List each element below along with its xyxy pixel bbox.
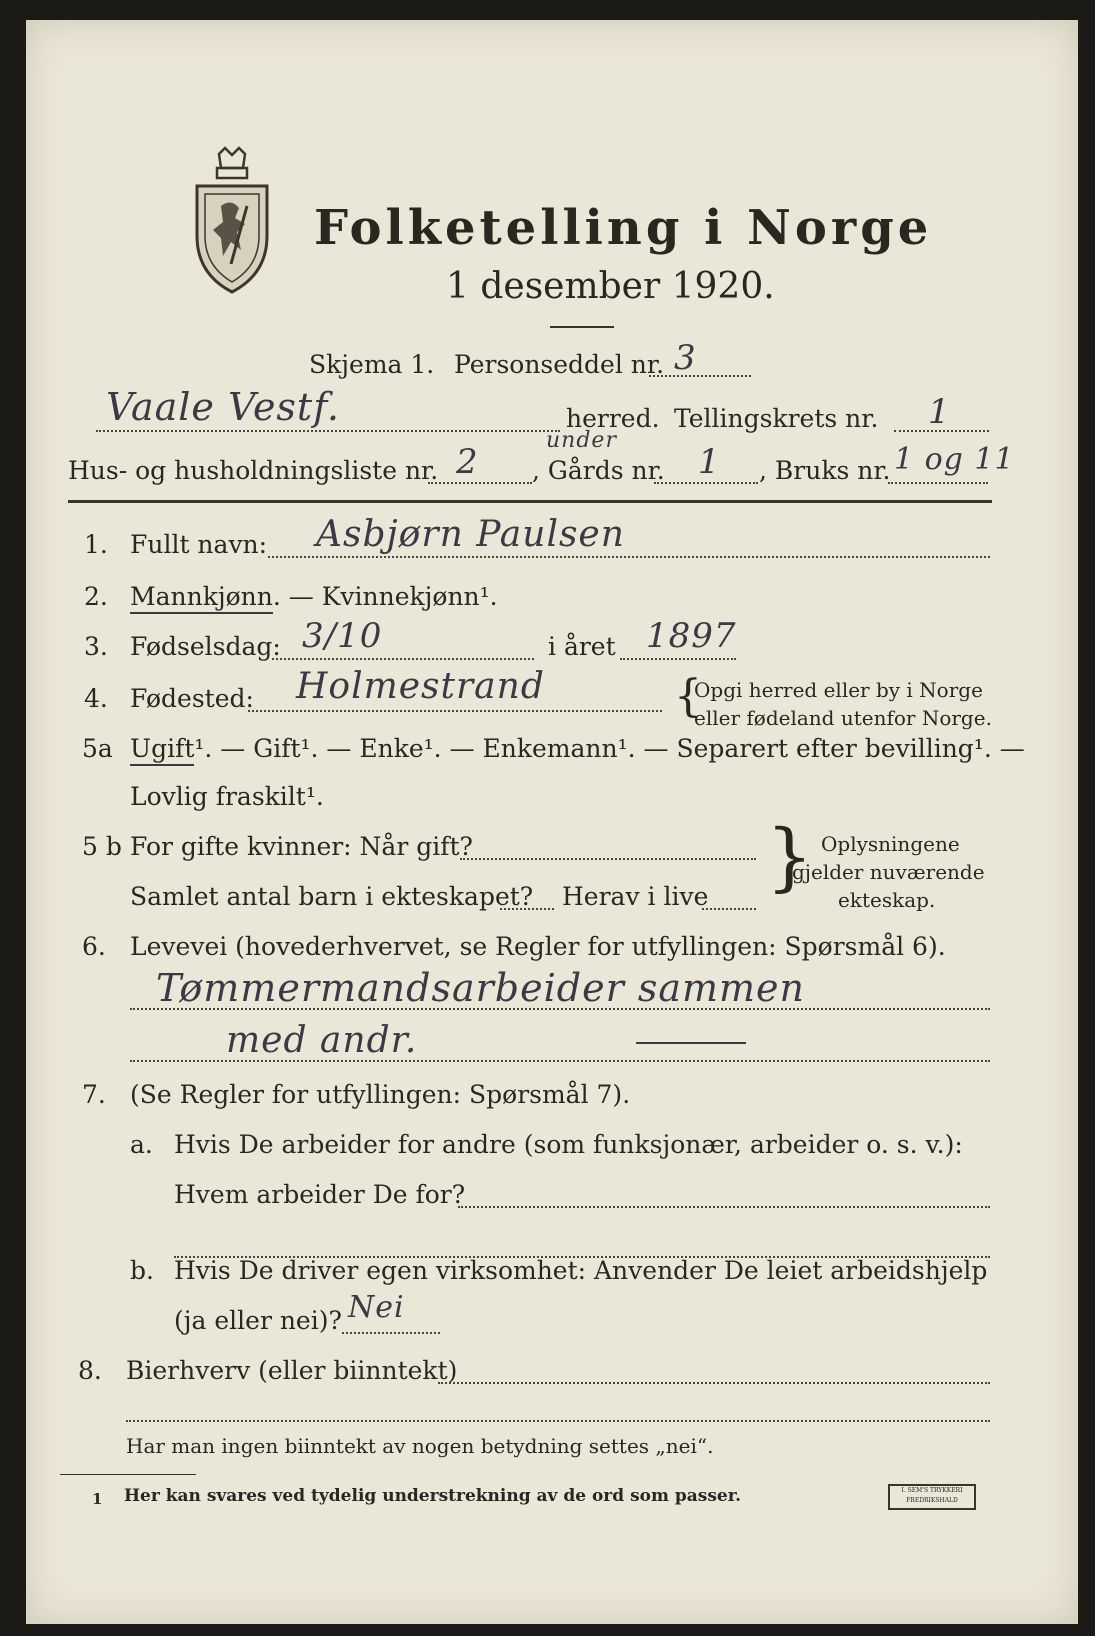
- q7a-label: Hvis De arbeider for andre (som funksjonær, arbeider o. s. v.):: [174, 1130, 963, 1159]
- q6-dash: [636, 1042, 746, 1044]
- q7a-line-1: [458, 1206, 990, 1208]
- q5a-ugift: Ugift: [130, 734, 194, 766]
- personseddel-label: Personseddel nr.: [454, 350, 665, 379]
- tellingskrets-value: 1: [928, 392, 951, 432]
- q1-value: Asbjørn Paulsen: [316, 514, 625, 555]
- q1-label: Fullt navn:: [130, 530, 268, 559]
- q7b-label: Hvis De driver egen virksomhet: Anvender De leiet arbeidshjelp: [174, 1256, 988, 1285]
- gards-label: , Gårds nr.: [532, 456, 665, 485]
- municipality-value: Vaale Vestf.: [106, 385, 340, 429]
- gards-value: 1: [698, 442, 721, 482]
- q8-line-1: [438, 1382, 990, 1384]
- q7b-value: Nei: [348, 1290, 405, 1325]
- q5b-note-1: Oplysningene: [821, 832, 960, 856]
- form-title: Folketelling i Norge: [314, 200, 933, 256]
- q5a-options: [130, 734, 1025, 763]
- q2-sep: . —: [272, 582, 322, 611]
- q3-year-line: [620, 658, 736, 660]
- q2-male: Mannkjønn: [130, 582, 273, 614]
- q5b-brace: }: [766, 814, 814, 900]
- q2-number: 2.: [84, 582, 108, 611]
- q7b-label-2: (ja eller nei)?: [174, 1306, 342, 1335]
- bruks-label: , Bruks nr.: [759, 456, 891, 485]
- q7a-letter: a.: [130, 1130, 153, 1159]
- q7b-letter: b.: [130, 1256, 154, 1285]
- title-rule: [550, 326, 614, 328]
- skjema-label: Skjema 1.: [309, 350, 435, 379]
- q8-note: Har man ingen biinntekt av nogen betydning settes „nei“.: [126, 1434, 714, 1458]
- herred-label: herred.: [566, 404, 660, 433]
- q6-label: Levevei (hovederhvervet, se Regler for utfyllingen: Spørsmål 6).: [130, 932, 946, 961]
- bruks-value: 1 og 11: [894, 442, 1015, 477]
- q5b-label-3: Herav i live: [562, 882, 709, 911]
- q4-brace: {: [674, 671, 702, 722]
- q6-line-2: [130, 1060, 990, 1062]
- q4-note-2: eller fødeland utenfor Norge.: [694, 706, 992, 730]
- hus-line: [428, 482, 532, 484]
- hus-label: Hus- og husholdningsliste nr.: [68, 456, 439, 485]
- q6-number: 6.: [82, 932, 106, 961]
- bruks-line: [888, 482, 988, 484]
- q5b-note-3: ekteskap.: [838, 888, 936, 912]
- q7b-line: [342, 1332, 440, 1334]
- printer-stamp: I. SEM'S TRYKKERI FREDRIKSHALD: [888, 1484, 976, 1510]
- q6-value-2: med andr.: [226, 1020, 418, 1061]
- q5a-rest: ¹. — Gift¹. — Enke¹. — Enkemann¹. — Separert efter bevilling¹. —: [194, 734, 1025, 763]
- q4-line: [248, 710, 662, 712]
- q5a-line2: Lovlig fraskilt¹.: [130, 782, 324, 811]
- under-annotation: under: [546, 428, 617, 453]
- footnote-text: Her kan svares ved tydelig understrekning av de ord som passer.: [124, 1486, 742, 1506]
- footnote-rule: [60, 1474, 196, 1475]
- q1-number: 1.: [84, 530, 108, 559]
- census-date: 1 desember 1920.: [446, 266, 775, 307]
- q3-label: Fødselsdag:: [130, 632, 281, 661]
- q8-label: Bierhverv (eller biinntekt): [126, 1356, 458, 1385]
- gards-line: [654, 482, 758, 484]
- personseddel-line: [649, 375, 751, 377]
- coat-of-arms-icon: [191, 146, 273, 296]
- q5b-children-line: [500, 908, 554, 910]
- header-divider: [68, 500, 992, 503]
- q8-number: 8.: [78, 1356, 102, 1385]
- tellingskrets-label: Tellingskrets nr.: [674, 404, 879, 433]
- q5a-number: 5a: [82, 734, 113, 763]
- q5b-note-2: gjelder nuværende: [792, 860, 985, 884]
- municipality-line: [96, 430, 560, 432]
- personseddel-value: 3: [674, 338, 697, 378]
- q2-female: Kvinnekjønn: [321, 582, 480, 611]
- q3-number: 3.: [84, 632, 108, 661]
- q3-year-label: i året: [548, 632, 616, 661]
- q7-number: 7.: [82, 1080, 106, 1109]
- q5b-number: 5 b: [82, 832, 122, 861]
- q6-line-1: [130, 1008, 990, 1010]
- q2-options: Mannkjønn. — Kvinnekjønn¹.: [130, 582, 498, 611]
- q4-label: Fødested:: [130, 684, 254, 713]
- footnote-number: 1: [92, 1490, 103, 1508]
- q8-line-2: [126, 1420, 990, 1422]
- q5b-label-1: For gifte kvinner: Når gift?: [130, 832, 473, 861]
- q7-label: (Se Regler for utfyllingen: Spørsmål 7).: [130, 1080, 631, 1109]
- q5b-label-2: Samlet antal barn i ekteskapet?: [130, 882, 534, 911]
- q4-number: 4.: [84, 684, 108, 713]
- q3-day-line: [272, 658, 534, 660]
- q5b-alive-line: [702, 908, 756, 910]
- q3-year-value: 1897: [646, 616, 737, 656]
- q5b-married-line: [460, 858, 756, 860]
- q6-value-1: Tømmermandsarbeider sammen: [156, 966, 806, 1010]
- census-form-page: [26, 20, 1078, 1624]
- hus-value: 2: [456, 442, 479, 482]
- q1-line: [268, 556, 990, 558]
- q4-note-1: Opgi herred eller by i Norge: [694, 678, 983, 702]
- q7a-label-2: Hvem arbeider De for?: [174, 1180, 466, 1209]
- q4-value: Holmestrand: [296, 666, 545, 707]
- q3-value: 3/10: [302, 616, 383, 656]
